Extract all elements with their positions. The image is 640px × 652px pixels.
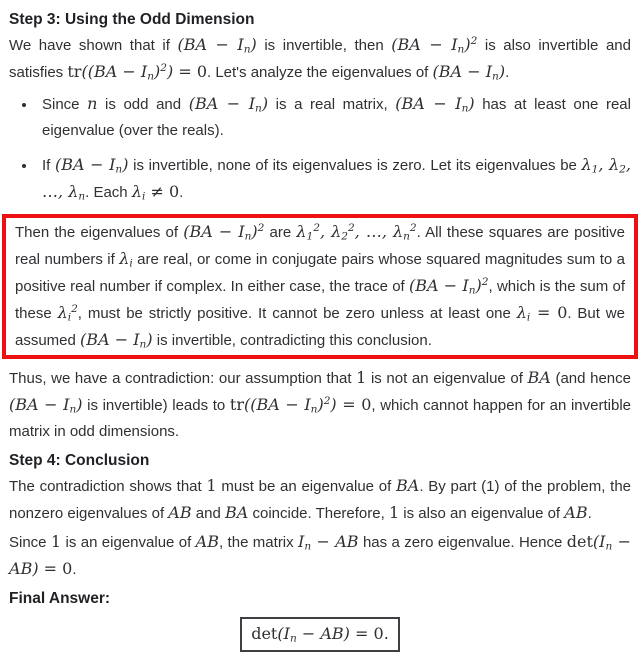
bullet-real-eigenvalue: • Since n is odd and $(BA - I_n)$ is a real matrix, $(BA - I_n)$ has at least one real eigenvalue (over the reals). xyxy=(37,91,631,144)
final-answer-heading: Final Answer: xyxy=(9,590,111,607)
final-answer-equation-box: $\det(I_n - AB) = 0$. xyxy=(240,617,400,652)
step-4-heading: Step 4: Conclusion xyxy=(9,452,150,469)
contradiction-paragraph: Thus, we have a contradiction: our assumption that 1 is not an eigenvalue of BA (and hence $(BA - I_n)$ is invertible) leads to $tr((BA - I_n)^2) = 0$, which cannot happen for an invertible matrix in odd dimensions. xyxy=(9,368,632,440)
red-highlight-box xyxy=(2,214,638,359)
eigenvalue-bullet-list xyxy=(9,91,631,206)
highlighted-paragraph: Then the eigenvalues of $(BA - I_n)^2$ are $\lambda_1^2$, $\lambda_2^2$, …, $\lambda_n^2$. All these squares are positive real numbers if $\lambda_i$ are real, or come in conjugate pairs whose squared magnitudes sum to a positive real number if complex. In either case, the trace of $(BA - I_n)^2$, which is the sum of these $\lambda_i^2$, must be strictly positive. It cannot be zero unless at least one $\lambda_i = 0$. But we assumed $(BA - I_n)$ is invertible, contradicting this conclusion. xyxy=(15,222,625,351)
since-paragraph: Since 1 is an eigenvalue of AB, the matrix $I_n$ − AB has a zero eigenvalue. Hence $\det(I_n - AB) = 0$. xyxy=(9,532,631,578)
intro-paragraph: We have shown that if $(BA - I_n)$ is invertible, then $(BA - I_n)^2$ is also invertible and satisfies $tr((BA - I_n)^2) = 0$. Let's analyze the eigenvalues of $(BA - I_n)$. xyxy=(9,35,631,83)
final-answer-row xyxy=(9,617,631,652)
bullet-nonzero-eigenvalues: • If $(BA - I_n)$ is invertible, none of its eigenvalues is zero. Let its eigenvalues be $\lambda_1$, $\lambda_2$, …, $\lambda_n$. Each $\lambda_i \ne 0$. xyxy=(37,152,631,206)
conclusion-paragraph: The contradiction shows that 1 must be an eigenvalue of BA. By part (1) of the problem, the nonzero eigenvalues of AB and BA coincide. Therefore, 1 is also an eigenvalue of AB. xyxy=(9,476,631,522)
step-3-heading: Step 3: Using the Odd Dimension xyxy=(9,11,255,28)
